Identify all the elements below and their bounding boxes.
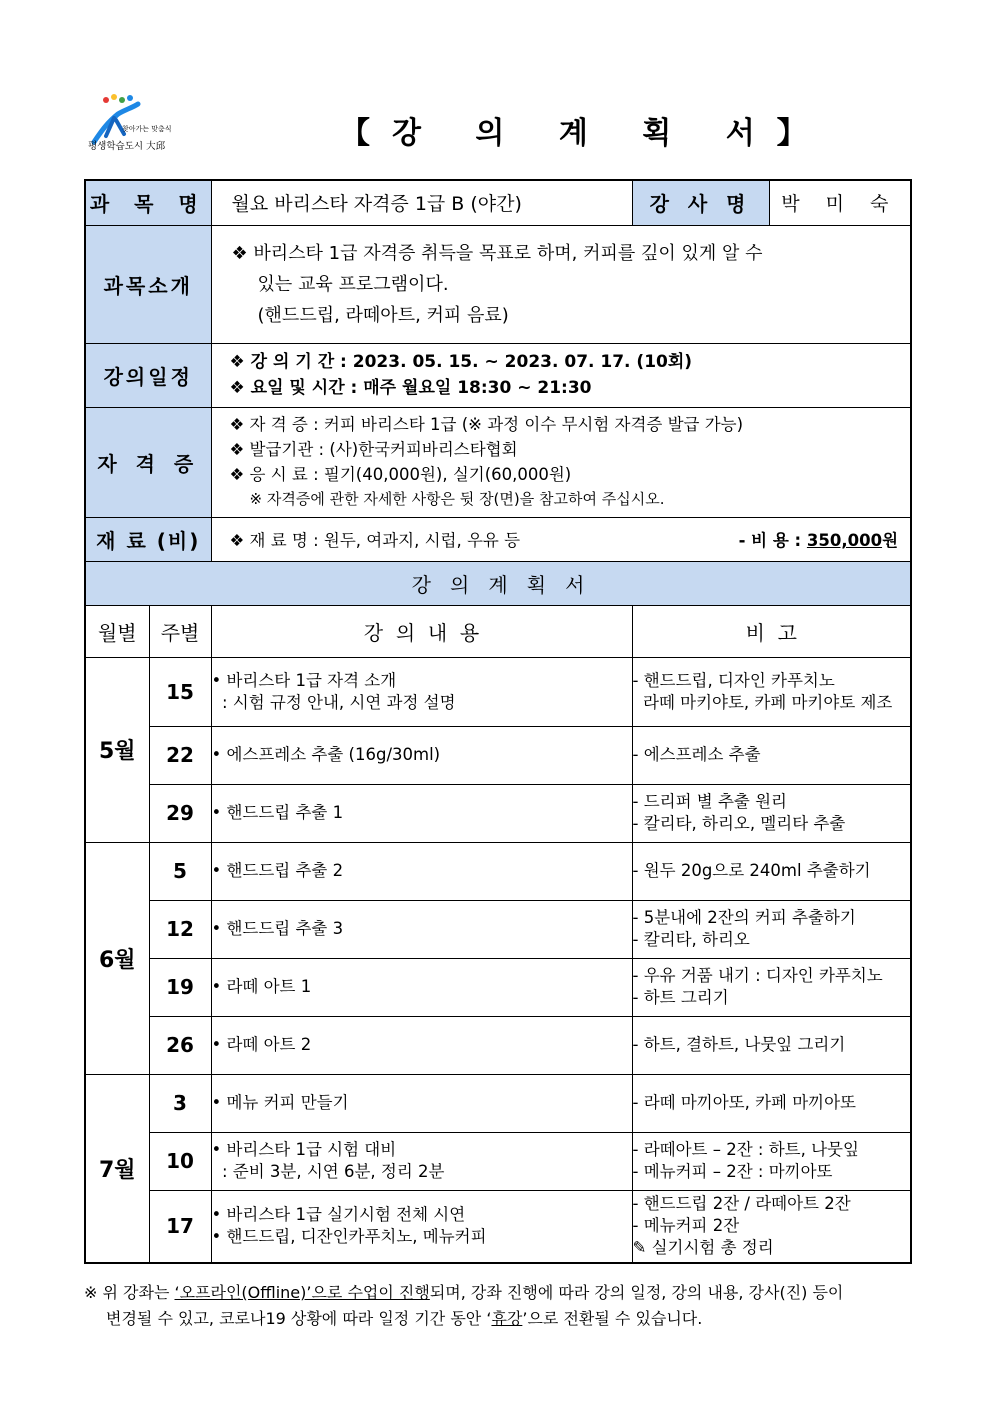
content-line: • 에스프레소 추출 (16g/30ml) — [211, 745, 441, 764]
footer-underline-offline: ‘오프라인(Offline)’으로 수업이 진행 — [174, 1283, 430, 1302]
note-line: - 에스프레소 추출 — [632, 745, 761, 764]
schedule-period: ❖ 강 의 기 간 : 2023. 05. 15. ~ 2023. 07. 17. (10회) — [229, 352, 693, 372]
footer-text: ※ 위 강좌는 — [84, 1283, 175, 1302]
page-title: 【강 의 계 획 서】 — [340, 116, 829, 151]
note-line: - 하트, 결하트, 나뭇잎 그리기 — [632, 1035, 846, 1054]
content-line: • 바리스타 1급 실기시험 전체 시연 — [211, 1205, 466, 1225]
material-items: ❖ 재 료 명 : 원두, 여과지, 시럽, 우유 등 — [229, 531, 521, 550]
footer-text: 되며, 강좌 진행에 따라 강의 일정, 강의 내용, 강사(진) 등이 — [429, 1283, 844, 1302]
week-number: 19 — [149, 958, 211, 1016]
instructor-label: 강 사 명 — [632, 180, 769, 225]
schedule-label: 강의일정 — [85, 343, 211, 407]
note-line: - 핸드드립, 디자인 카푸치노 — [632, 670, 835, 690]
intro-line-1: ❖ 바리스타 1급 자격증 취득을 목표로 하며, 커피를 깊이 있게 알 수 — [231, 242, 763, 264]
note-line: ✎ 실기시험 총 정리 — [632, 1238, 774, 1258]
note-line: - 라떼아트 – 2잔 : 하트, 나뭇잎 — [632, 1140, 859, 1159]
material-cost-label: - 비 용 : — [738, 531, 807, 550]
month-july: 7월 — [85, 1074, 149, 1263]
note-line: - 메뉴커피 2잔 — [632, 1216, 740, 1236]
cert-line-3: ❖ 응 시 료 : 필기(40,000원), 실기(60,000원) — [229, 465, 572, 484]
note-line: - 칼리타, 하리오, 멜리타 추출 — [632, 814, 846, 833]
week-number: 12 — [149, 900, 211, 958]
content-line: • 라떼 아트 2 — [211, 1035, 312, 1054]
week-number: 17 — [149, 1190, 211, 1263]
content-line: • 핸드드립, 디잔인카푸치노, 메뉴커피 — [211, 1227, 487, 1247]
month-may: 5월 — [85, 657, 149, 842]
col-month-header: 월별 — [85, 605, 149, 657]
note-line: - 우유 거품 내기 : 디자인 카푸치노 — [632, 966, 883, 985]
content-line: • 핸드드립 추출 1 — [211, 803, 344, 822]
content-line: • 바리스타 1급 시험 대비 — [211, 1140, 397, 1159]
col-content-header: 강 의 내 용 — [211, 605, 632, 657]
content-line: : 준비 3분, 시연 6분, 정리 2분 — [211, 1162, 445, 1181]
cert-line-1: ❖ 자 격 증 : 커피 바리스타 1급 (※ 과정 이수 무시험 자격증 발급 가능) — [229, 415, 744, 434]
week-number: 15 — [149, 657, 211, 726]
subject-value: 월요 바리스타 자격증 1급 B (야간) — [211, 180, 632, 225]
material-label: 재 료 (비) — [85, 517, 211, 561]
footer-notice — [84, 1280, 914, 1332]
note-line: 라떼 마키야토, 카페 마키야토 제조 — [632, 692, 893, 712]
note-line: - 5분내에 2잔의 커피 추출하기 — [632, 908, 856, 927]
note-line: - 원두 20g으로 240ml 추출하기 — [632, 861, 871, 880]
material-cost-unit: 원 — [882, 531, 899, 550]
cert-label: 자 격 증 — [85, 407, 211, 517]
cert-line-2: ❖ 발급기관 : (사)한국커피바리스타협회 — [229, 440, 518, 459]
lecture-plan-table — [84, 179, 912, 1264]
week-number: 10 — [149, 1132, 211, 1190]
footer-text: ’으로 전환될 수 있습니다. — [522, 1309, 703, 1328]
note-line: - 메뉴커피 – 2잔 : 마끼아또 — [632, 1162, 833, 1181]
note-line: - 칼리타, 하리오 — [632, 930, 750, 949]
intro-label: 과목소개 — [85, 225, 211, 343]
footer-underline-closure: 휴강 — [491, 1309, 523, 1328]
logo-city: 평생학습도시 大邱 — [88, 141, 166, 152]
content-line: • 라떼 아트 1 — [211, 977, 312, 996]
week-number: 22 — [149, 726, 211, 784]
material-cost-value: 350,000 — [806, 531, 883, 550]
content-line: • 핸드드립 추출 2 — [211, 861, 344, 880]
cert-line-4: ※ 자격증에 관한 자세한 사항은 뒷 장(면)을 참고하여 주십시오. — [249, 490, 665, 508]
content-line: • 메뉴 커피 만들기 — [211, 1093, 349, 1112]
content-line: : 시험 규정 안내, 시연 과정 설명 — [211, 692, 456, 712]
content-line: • 바리스타 1급 자격 소개 — [211, 670, 397, 690]
week-number: 29 — [149, 784, 211, 842]
schedule-time: ❖ 요일 및 시간 : 매주 월요일 18:30 ~ 21:30 — [229, 378, 592, 398]
month-june: 6월 — [85, 842, 149, 1074]
week-number: 3 — [149, 1074, 211, 1132]
note-line: - 핸드드립 2잔 / 라떼아트 2잔 — [632, 1194, 851, 1214]
logo-tagline: 찾아가는 맞춤식 — [122, 125, 172, 133]
col-note-header: 비 고 — [632, 605, 911, 657]
subject-label: 과 목 명 — [85, 180, 211, 225]
intro-line-2: 있는 교육 프로그램이다. — [257, 273, 449, 295]
note-line: - 하트 그리기 — [632, 988, 729, 1007]
week-number: 26 — [149, 1016, 211, 1074]
content-line: • 핸드드립 추출 3 — [211, 919, 344, 938]
footer-text: 변경될 수 있고, 코로나19 상황에 따라 일정 기간 동안 ‘ — [106, 1309, 492, 1328]
note-line: - 드리퍼 별 추출 원리 — [632, 792, 787, 811]
plan-heading: 강 의 계 획 서 — [85, 561, 911, 605]
note-line: - 라떼 마끼아또, 카페 마끼아또 — [632, 1093, 856, 1112]
intro-line-3: (핸드드립, 라떼아트, 커피 음료) — [257, 304, 509, 326]
week-number: 5 — [149, 842, 211, 900]
instructor-value: 박 미 숙 — [769, 180, 911, 225]
col-week-header: 주별 — [149, 605, 211, 657]
